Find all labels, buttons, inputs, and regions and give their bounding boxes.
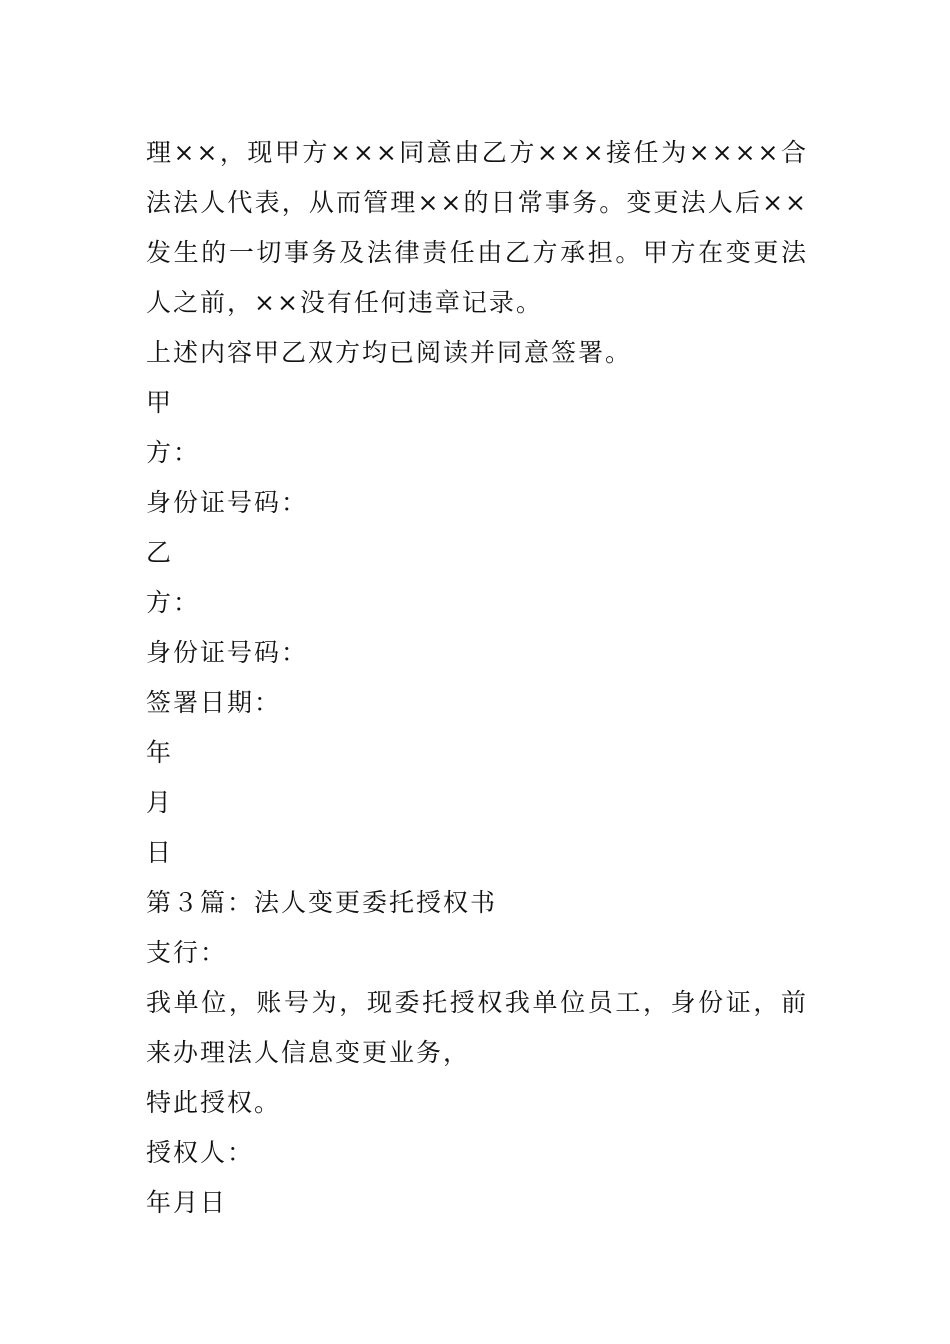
party-a-id-label: 身份证号码： bbox=[146, 488, 309, 517]
party-b-id-label: 身份证号码： bbox=[146, 638, 309, 667]
transfer-paragraph: 理××，现甲方×××同意由乙方×××接任为××××合法法人代表，从而管理××的日常事务。变更法人后××发生的一切事务及法律责任由乙方承担。甲方在变更法人之前，××没有任何违章记录。 bbox=[146, 138, 808, 317]
bank-label: 支行： bbox=[146, 938, 228, 967]
party-b-label-2: 方： bbox=[146, 588, 201, 617]
date-ymd-label: 年月日 bbox=[146, 1188, 228, 1217]
section-3-title: 第３篇：法人变更委托授权书 bbox=[146, 888, 498, 917]
sign-date-label: 签署日期： bbox=[146, 688, 282, 717]
document-page bbox=[146, 128, 808, 1228]
authorization-end: 特此授权。 bbox=[146, 1088, 282, 1117]
authorizer-label: 授权人： bbox=[146, 1138, 255, 1167]
year-label: 年 bbox=[146, 738, 174, 767]
month-label: 月 bbox=[146, 788, 174, 817]
party-b-label-1: 乙 bbox=[146, 538, 174, 567]
agreement-line: 上述内容甲乙双方均已阅读并同意签署。 bbox=[146, 338, 633, 367]
day-label: 日 bbox=[146, 838, 174, 867]
party-a-label-2: 方： bbox=[146, 438, 201, 467]
party-a-label-1: 甲 bbox=[146, 388, 174, 417]
authorization-paragraph: 我单位，账号为，现委托授权我单位员工，身份证，前来办理法人信息变更业务， bbox=[146, 988, 808, 1067]
